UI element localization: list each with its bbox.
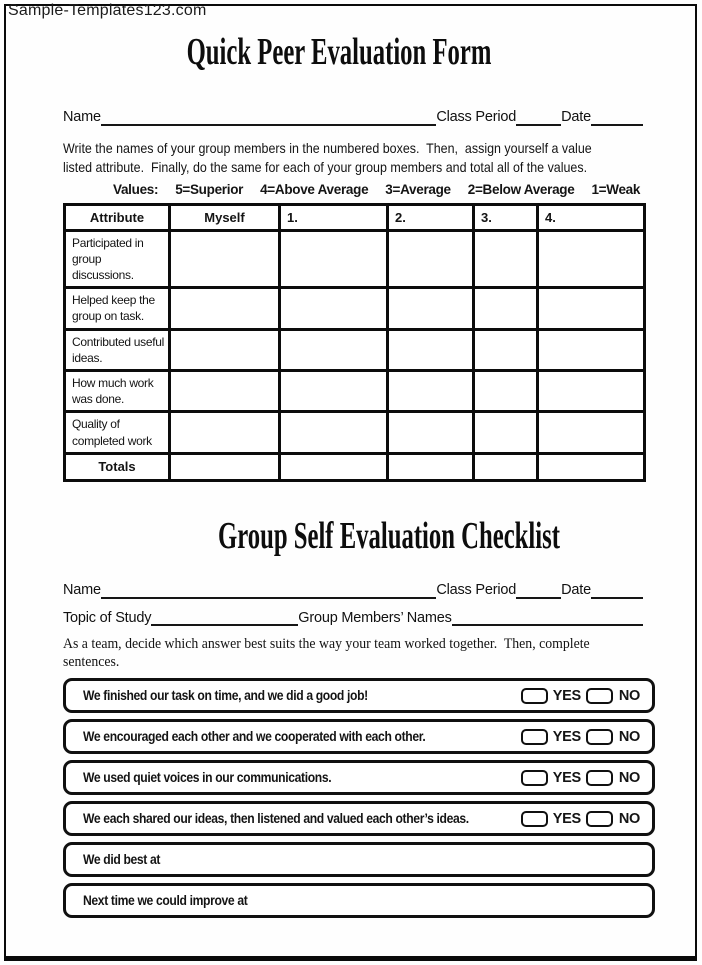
header-member-1[interactable]: 1.: [280, 204, 388, 230]
score-cell[interactable]: [538, 230, 645, 288]
score-cell[interactable]: [280, 288, 388, 329]
score-cell[interactable]: [538, 412, 645, 453]
score-cell[interactable]: [474, 371, 538, 412]
score-cell[interactable]: [388, 412, 474, 453]
header-myself: Myself: [170, 204, 280, 230]
instruction-line: sentences.: [63, 654, 120, 671]
class-period-label: Class Period: [436, 108, 517, 125]
yes-checkbox[interactable]: [521, 688, 548, 704]
score-cell[interactable]: [538, 288, 645, 329]
name-blank[interactable]: [101, 584, 436, 599]
no-checkbox[interactable]: [586, 729, 613, 745]
yes-checkbox[interactable]: [521, 770, 548, 786]
score-cell[interactable]: [474, 329, 538, 370]
score-cell[interactable]: [538, 371, 645, 412]
checklist-item: [63, 760, 655, 795]
score-cell[interactable]: [474, 412, 538, 453]
checklist-item-text: We finished our task on time, and we did a good job!: [83, 688, 368, 704]
evaluation-table: [63, 203, 646, 482]
no-label: NO: [618, 769, 640, 786]
score-cell[interactable]: [170, 329, 280, 370]
value-superior: 5=Superior: [175, 181, 244, 197]
checklist-item-text: We did best at: [83, 852, 161, 868]
no-label: NO: [618, 810, 640, 827]
table-header-row: [65, 204, 645, 230]
instruction-line: Write the names of your group members in the numbered boxes. Then, assign yourself a value: [63, 139, 592, 156]
total-cell[interactable]: [388, 453, 474, 480]
score-cell[interactable]: [388, 329, 474, 370]
score-cell[interactable]: [170, 288, 280, 329]
score-cell[interactable]: [538, 329, 645, 370]
score-cell[interactable]: [170, 230, 280, 288]
checklist-item: [63, 678, 655, 713]
topic-label: Topic of Study: [63, 609, 152, 626]
checklist-item[interactable]: [63, 883, 655, 918]
topic-blank[interactable]: [151, 611, 298, 626]
peer-name-line: [63, 110, 643, 126]
instruction-line: listed attribute. Finally, do the same for each of your group members and total all of the values.: [63, 158, 588, 175]
date-label: Date: [561, 581, 591, 598]
no-checkbox[interactable]: [586, 770, 613, 786]
row-label: Helped keep the group on task.: [65, 288, 170, 329]
score-cell[interactable]: [474, 230, 538, 288]
group-names-blank[interactable]: [452, 611, 643, 626]
totals-row: [65, 453, 645, 480]
table-row: [65, 230, 645, 288]
name-label: Name: [63, 108, 101, 125]
table-row: [65, 329, 645, 370]
yes-no-group: [521, 811, 640, 827]
header-attribute: Attribute: [65, 204, 170, 230]
checklist-item-text: We each shared our ideas, then listened and valued each other’s ideas.: [83, 811, 469, 827]
score-cell[interactable]: [170, 412, 280, 453]
totals-label: Totals: [65, 453, 170, 480]
class-period-blank[interactable]: [516, 584, 561, 599]
no-label: NO: [618, 728, 640, 745]
date-label: Date: [561, 108, 591, 125]
table-row: [65, 371, 645, 412]
header-member-3[interactable]: 3.: [474, 204, 538, 230]
value-above-average: 4=Above Average: [260, 181, 369, 197]
yes-checkbox[interactable]: [521, 811, 548, 827]
score-cell[interactable]: [280, 371, 388, 412]
name-blank[interactable]: [101, 111, 436, 126]
checklist-item-text: We encouraged each other and we cooperated with each other.: [83, 729, 426, 745]
score-cell[interactable]: [388, 230, 474, 288]
total-cell[interactable]: [170, 453, 280, 480]
values-label: Values:: [113, 181, 159, 197]
peer-form-instructions: [63, 139, 643, 177]
name-label: Name: [63, 581, 101, 598]
score-cell[interactable]: [170, 371, 280, 412]
date-blank[interactable]: [591, 584, 643, 599]
page-content: [63, 6, 643, 924]
yes-label: YES: [552, 687, 581, 704]
value-weak: 1=Weak: [591, 181, 641, 197]
row-label: Participated in group discussions.: [65, 230, 170, 288]
yes-no-group: [521, 688, 640, 704]
topic-line: [63, 611, 643, 627]
value-average: 3=Average: [385, 181, 451, 197]
header-member-2[interactable]: 2.: [388, 204, 474, 230]
yes-no-group: [521, 770, 640, 786]
score-cell[interactable]: [280, 329, 388, 370]
score-cell[interactable]: [280, 412, 388, 453]
checklist-item[interactable]: [63, 842, 655, 877]
yes-label: YES: [552, 769, 581, 786]
header-member-4[interactable]: 4.: [538, 204, 645, 230]
row-label: Quality of completed work: [65, 412, 170, 453]
total-cell[interactable]: [474, 453, 538, 480]
value-below-average: 2=Below Average: [467, 181, 575, 197]
row-label: How much work was done.: [65, 371, 170, 412]
total-cell[interactable]: [280, 453, 388, 480]
instruction-line: As a team, decide which answer best suits the way your team worked together. Then, complete: [63, 636, 590, 653]
table-row: [65, 412, 645, 453]
checklist-item: [63, 801, 655, 836]
class-period-label: Class Period: [436, 581, 517, 598]
yes-checkbox[interactable]: [521, 729, 548, 745]
checklist-item-text: We used quiet voices in our communications.: [83, 770, 332, 786]
group-names-label: Group Members’ Names: [298, 609, 452, 626]
checklist-title: Group Self Evaluation Checklist: [218, 514, 560, 557]
no-checkbox[interactable]: [586, 688, 613, 704]
checklist: [63, 678, 655, 918]
class-period-blank[interactable]: [516, 111, 561, 126]
yes-label: YES: [552, 728, 581, 745]
score-cell[interactable]: [280, 230, 388, 288]
checklist-item: [63, 719, 655, 754]
yes-label: YES: [552, 810, 581, 827]
total-cell[interactable]: [538, 453, 645, 480]
checklist-instructions: [63, 635, 643, 671]
score-cell[interactable]: [474, 288, 538, 329]
yes-no-group: [521, 729, 640, 745]
peer-form-title: Quick Peer Evaluation Form: [186, 31, 492, 73]
date-blank[interactable]: [591, 111, 643, 126]
watermark: Sample-Templates123.com: [8, 2, 207, 19]
no-checkbox[interactable]: [586, 811, 613, 827]
no-label: NO: [618, 687, 640, 704]
score-cell[interactable]: [388, 288, 474, 329]
checklist-name-line: [63, 583, 643, 599]
table-row: [65, 288, 645, 329]
checklist-item-text: Next time we could improve at: [83, 893, 248, 909]
score-cell[interactable]: [388, 371, 474, 412]
values-legend: [113, 182, 643, 197]
row-label: Contributed useful ideas.: [65, 329, 170, 370]
